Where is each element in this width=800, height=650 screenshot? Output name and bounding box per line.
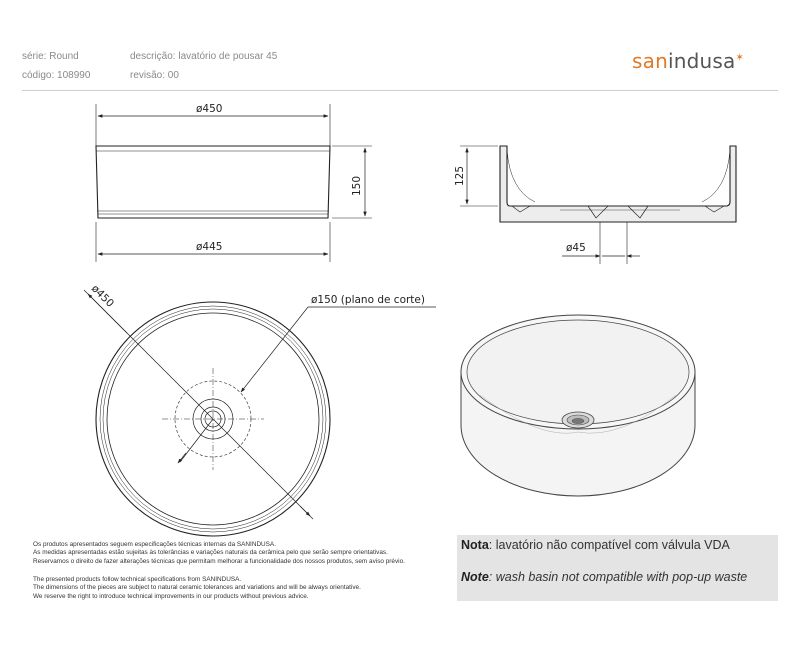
note-pt: Nota: lavatório não compatível com válvula VDA	[461, 538, 730, 552]
dim-bottom-width: ø445	[196, 241, 223, 253]
dim-cut-plane: ø150 (plano de corte)	[311, 294, 425, 306]
front-elevation	[96, 104, 372, 262]
section-view	[460, 146, 736, 264]
dim-height-inner: 125	[454, 165, 466, 186]
note-en: Note: wash basin not compatible with pop-up waste	[461, 570, 748, 584]
dim-plan-diameter: ø450	[88, 282, 117, 310]
dim-top-width: ø450	[196, 103, 223, 115]
dim-height-total: 150	[351, 175, 363, 196]
serie-label: série: Round	[22, 51, 79, 62]
codigo-label: código: 108990	[22, 70, 91, 81]
disclaimer-pt: Os produtos apresentados seguem especificações técnicas internas da SANINDUSA. As medidas apresentadas estão sujeitas às tolerâncias e variações naturais da cerâmica pelo que serão sempre orientativas. Reservamos o direito de fazer alterações técnicas que permitam melhorar a funcionalidade dos nossos produtos, sem aviso prévio.	[33, 541, 405, 565]
descricao-label: descrição: lavatório de pousar 45	[130, 51, 278, 62]
disclaimer-en: The presented products follow technical specifications from SANINDUSA. The dimensions of the pieces are subject to natural ceramic tolerances and variations and will be always orientative. We reserve the right to introduce technical improvements in our products without previous advice.	[33, 576, 361, 600]
sanindusa-logo: sanindusa✶	[632, 49, 745, 73]
dim-drain: ø45	[566, 242, 586, 254]
perspective-view	[461, 315, 695, 496]
plan-view	[84, 290, 436, 536]
revisao-label: revisão: 00	[130, 70, 179, 81]
